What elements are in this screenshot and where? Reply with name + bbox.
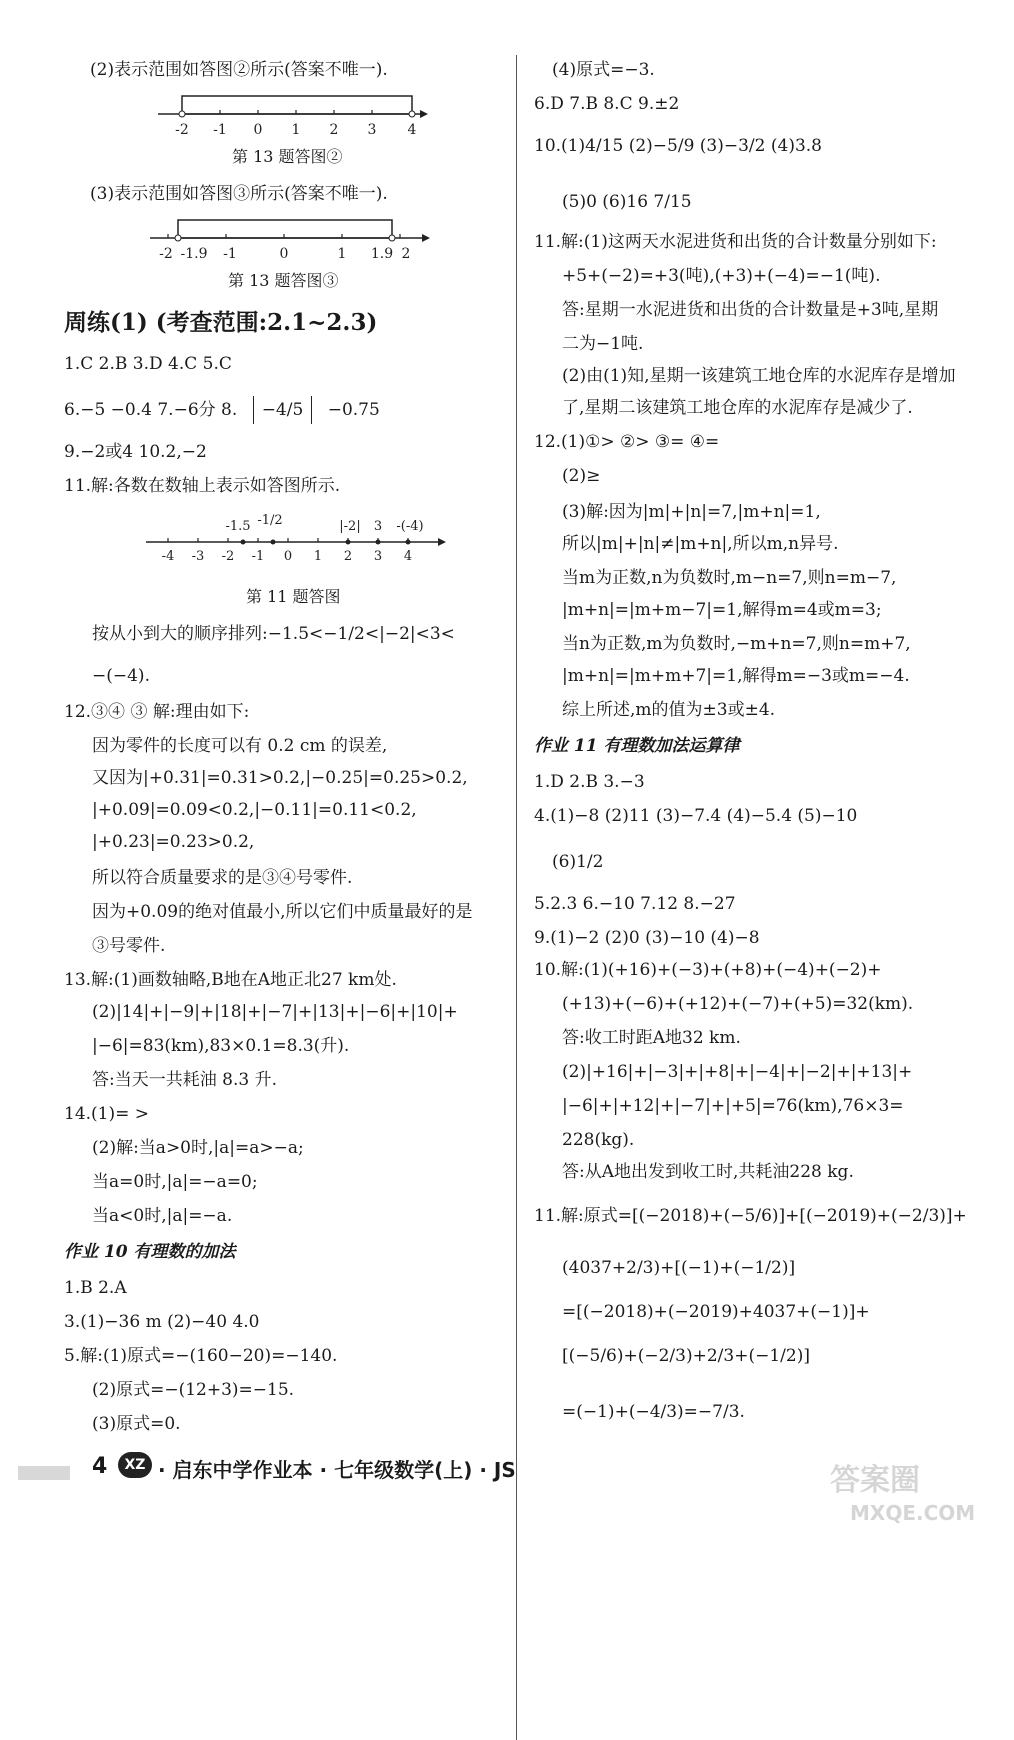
answer-line: 1.C 2.B 3.D 4.C 5.C [64, 354, 232, 374]
homework-heading: 作业 10 有理数的加法 [64, 1242, 236, 1262]
point-label: -1.5 [225, 519, 251, 534]
answer-line: |−6|=83(km),83×0.1=8.3(升). [92, 1036, 350, 1056]
tick-label: 1 [337, 246, 347, 262]
number-line-3 [150, 214, 430, 264]
answer-line: 9.(1)−2 (2)0 (3)−10 (4)−8 [534, 928, 760, 948]
answer-line: 答:当天一共耗油 8.3 升. [92, 1070, 277, 1090]
answer-line: 13.解:(1)画数轴略,B地在A地正北27 km处. [64, 970, 397, 990]
tick-label: -1 [223, 246, 237, 262]
answer-line: 10.(1)4/15 (2)−5/9 (3)−3/2 (4)3.8 [534, 136, 822, 156]
answer-line: (+13)+(−6)+(+12)+(−7)+(+5)=32(km). [562, 994, 914, 1014]
answer-line: |+0.09|=0.09<0.2,|−0.11|=0.11<0.2, [92, 800, 417, 820]
tick-label: 1.9 [370, 246, 394, 262]
tick-label: 3 [367, 122, 377, 138]
answer-line: (2)|14|+|−9|+|18|+|−7|+|13|+|−6|+|10|+ [92, 1002, 458, 1022]
answer-line: 答:收工时距A地32 km. [562, 1028, 741, 1048]
tick-label: -4 [161, 549, 175, 564]
answer-line: 因为零件的长度可以有 0.2 cm 的误差, [92, 736, 388, 756]
answer-line: ③号零件. [92, 936, 166, 956]
answer-line: 按从小到大的顺序排列:−1.5<−1/2<|−2|<3< [92, 624, 455, 644]
figure-caption: 第 13 题答图② [232, 147, 343, 166]
point-label: -1/2 [257, 513, 283, 528]
answer-line: 二为−1吨. [562, 334, 644, 354]
tick-label: 0 [283, 549, 293, 564]
answer-line: |m+n|=|m+m−7|=1,解得m=4或m=3; [562, 600, 882, 620]
tick-label: -2 [175, 122, 189, 138]
answer-line: (2)|+16|+|−3|+|+8|+|−4|+|−2|+|+13|+ [562, 1062, 913, 1082]
answer-line: 又因为|+0.31|=0.31>0.2,|−0.25|=0.25>0.2, [92, 768, 468, 788]
figure-caption: 第 13 题答图③ [228, 271, 339, 290]
answer-line: |−6|+|+12|+|−7|+|+5|=76(km),76×3= [562, 1096, 904, 1116]
answer-line: 11.解:各数在数轴上表示如答图所示. [64, 476, 341, 496]
svg-text:答案圈: 答案圈 [830, 1463, 920, 1498]
answer-line: 14.(1)= > [64, 1104, 150, 1124]
tick-label: 4 [403, 549, 413, 564]
answer-line: 11.解:原式=[(−2018)+(−5/6)]+[(−2019)+(−2/3)]+ [534, 1206, 967, 1226]
watermark-logo [820, 1450, 1000, 1530]
answer-line: 当m为正数,n为负数时,m−n=7,则n=m−7, [562, 568, 897, 588]
answer-line: (2)≥ [562, 466, 601, 486]
answer-line: 3.(1)−36 m (2)−40 4.0 [64, 1312, 260, 1332]
page-number: 4 [92, 1454, 108, 1479]
q13-part2: (2)表示范围如答图②所示(答案不唯一). [90, 60, 388, 80]
answer-line: +5+(−2)=+3(吨),(+3)+(−4)=−1(吨). [562, 266, 881, 286]
column-divider [516, 55, 517, 1740]
q13-part3: (3)表示范围如答图③所示(答案不唯一). [90, 184, 388, 204]
tick-label: 0 [253, 122, 263, 138]
publisher-logo: XZ [118, 1452, 152, 1478]
answer-line: 12.(1)①> ②> ③= ④= [534, 432, 720, 452]
tick-label: 0 [279, 246, 289, 262]
answer-line: 因为+0.09的绝对值最小,所以它们中质量最好的是 [92, 902, 473, 922]
homework-heading: 作业 11 有理数加法运算律 [534, 736, 740, 756]
answer-line: 当a=0时,|a|=−a=0; [92, 1172, 258, 1192]
tick-label: 2 [343, 549, 353, 564]
tick-label: 1 [313, 549, 323, 564]
tick-label: -2 [221, 549, 235, 564]
answer-line: 10.解:(1)(+16)+(−3)+(+8)+(−4)+(−2)+ [534, 960, 882, 980]
book-title: · 启东中学作业本 · 七年级数学(上) · JS [158, 1458, 516, 1482]
tick-label: -2 [159, 246, 173, 262]
tick-label: -3 [191, 549, 205, 564]
absolute-value: −4/5 [253, 396, 313, 424]
answer-line: 所以符合质量要求的是③④号零件. [92, 868, 353, 888]
answer-text: 6.−5 −0.4 7.−6分 8. [64, 400, 238, 420]
answer-line: (3)原式=0. [92, 1414, 181, 1434]
tick-label: 3 [373, 549, 383, 564]
point-label: |-2| [339, 519, 361, 534]
answer-line: 12.③④ ③ 解:理由如下: [64, 702, 250, 722]
answer-line: (3)解:因为|m|+|n|=7,|m+n|=1, [562, 502, 821, 522]
answer-line: 5.2.3 6.−10 7.12 8.−27 [534, 894, 736, 914]
svg-text:MXQE.COM: MXQE.COM [850, 1501, 976, 1525]
number-line-2 [158, 92, 428, 140]
answer-line: (2)解:当a>0时,|a|=a>−a; [92, 1138, 304, 1158]
tick-label: 1 [291, 122, 301, 138]
answer-line: (4)原式=−3. [552, 60, 655, 80]
tick-label: 2 [401, 246, 411, 262]
point-label: -(-4) [396, 519, 424, 534]
answer-line: 11.解:(1)这两天水泥进货和出货的合计数量分别如下: [534, 232, 937, 252]
tick-label: 4 [407, 122, 417, 138]
answer-line: −(−4). [92, 666, 150, 686]
number-line-11 [146, 506, 446, 566]
tick-label: -1 [251, 549, 265, 564]
answer-line: 9.−2或4 10.2,−2 [64, 442, 207, 462]
footer-decoration [18, 1466, 70, 1480]
answer-line: 答:星期一水泥进货和出货的合计数量是+3吨,星期 [562, 300, 939, 320]
answer-text: −0.75 [327, 400, 380, 420]
answer-line: 228(kg). [562, 1130, 635, 1150]
answer-line: 了,星期二该建筑工地仓库的水泥库存是减少了. [562, 398, 913, 418]
answer-line: [(−5/6)+(−2/3)+2/3+(−1/2)] [562, 1346, 810, 1366]
answer-line: 4.(1)−8 (2)11 (3)−7.4 (4)−5.4 (5)−10 [534, 806, 858, 826]
answer-line: (2)由(1)知,星期一该建筑工地仓库的水泥库存是增加 [562, 366, 956, 386]
answer-line: =(−1)+(−4/3)=−7/3. [562, 1402, 745, 1422]
answer-line: 6.D 7.B 8.C 9.±2 [534, 94, 680, 114]
answer-line: 1.B 2.A [64, 1278, 127, 1298]
answer-line: (4037+2/3)+[(−1)+(−1/2)] [562, 1258, 796, 1278]
answer-line: 当a<0时,|a|=−a. [92, 1206, 233, 1226]
answer-line: (5)0 (6)16 7/15 [562, 192, 692, 212]
tick-label: -1.9 [180, 246, 208, 262]
section-heading: 周练(1) (考查范围:2.1~2.3) [64, 309, 378, 336]
answer-line: 答:从A地出发到收工时,共耗油228 kg. [562, 1162, 854, 1182]
answer-line: 5.解:(1)原式=−(160−20)=−140. [64, 1346, 338, 1366]
answer-line: 综上所述,m的值为±3或±4. [562, 700, 776, 720]
answer-line: (6)1/2 [552, 852, 604, 872]
answer-line: =[(−2018)+(−2019)+4037+(−1)]+ [562, 1302, 870, 1322]
answer-line: |+0.23|=0.23>0.2, [92, 832, 255, 852]
answer-line: 所以|m|+|n|≠|m+n|,所以m,n异号. [562, 534, 839, 554]
answer-line [64, 396, 380, 424]
tick-label: 2 [329, 122, 339, 138]
answer-line: 1.D 2.B 3.−3 [534, 772, 645, 792]
answer-line: (2)原式=−(12+3)=−15. [92, 1380, 295, 1400]
answer-line: 当n为正数,m为负数时,−m+n=7,则n=m+7, [562, 634, 911, 654]
tick-label: -1 [213, 122, 227, 138]
point-label: 3 [373, 519, 383, 534]
figure-caption: 第 11 题答图 [246, 587, 341, 606]
answer-line: |m+n|=|m+m+7|=1,解得m=−3或m=−4. [562, 666, 910, 686]
